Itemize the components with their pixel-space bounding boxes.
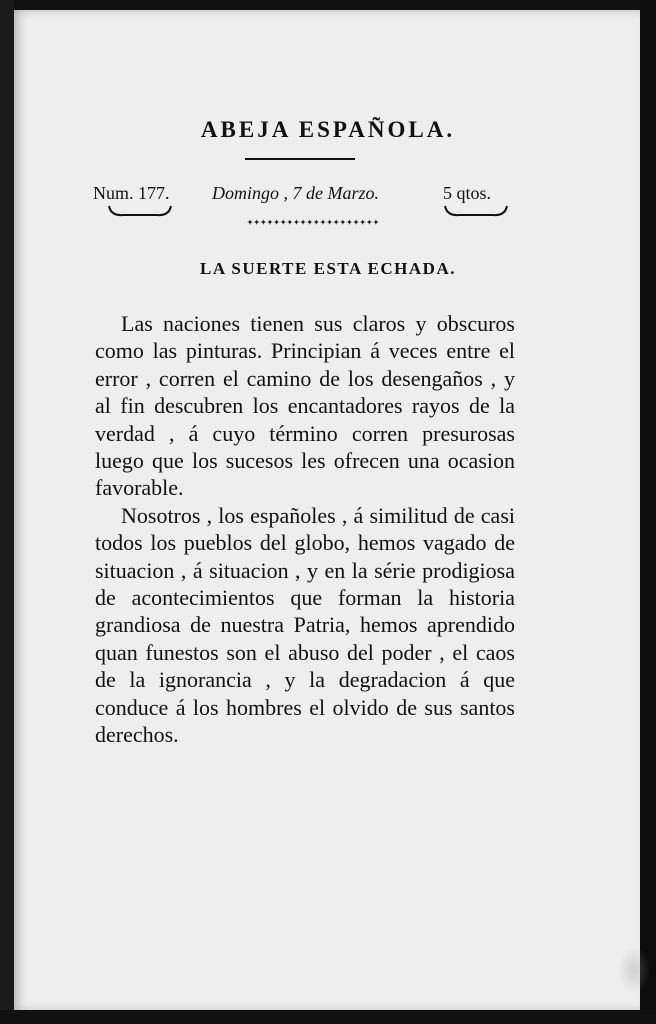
issue-price: 5 qtos. [443, 183, 492, 203]
masthead-rule [245, 158, 355, 160]
article-title: LA SUERTE ESTA ECHADA. [200, 259, 456, 278]
issue-number: Num. 177. [93, 183, 170, 203]
book-spine-edge [0, 0, 14, 1024]
article-paragraph: Nosotros , los españoles , á similitud de casi todos los pueblos del globo, hemos vagado de situacion , á situacion , y en la série prodigiosa de acontecimientos que forman la historia grandiosa de nuestra Patria, hemos aprendido quan funestos son el abuso del poder , el caos de la ignorancia , y la degradacion á que conduce á los hombres el olvido de sus santos derechos. [95, 502, 515, 748]
page-right-edge [640, 0, 656, 1024]
bracket-ornament-left [107, 202, 173, 220]
page-bottom-edge [0, 1010, 656, 1024]
article-paragraph: Las naciones tienen sus claros y obscuros como las pinturas. Principian á veces entre el error , corren el camino de los desengaños , y al fin descubren los encantadores rayos de la verdad , á cuyo término corren presurosas luego que los sucesos les ofrecen una ocasion favorable. [95, 311, 515, 501]
paper-stain [618, 946, 650, 994]
article-body [95, 310, 515, 749]
bracket-ornament-right [443, 202, 509, 220]
masthead-title: ABEJA ESPAÑOLA. [200, 117, 456, 142]
ornamental-divider: ✦✦✦✦✦✦✦✦✦✦✦✦✦✦✦✦✦✦✦✦ [246, 215, 380, 228]
issue-date: Domingo , 7 de Marzo. [212, 183, 379, 203]
